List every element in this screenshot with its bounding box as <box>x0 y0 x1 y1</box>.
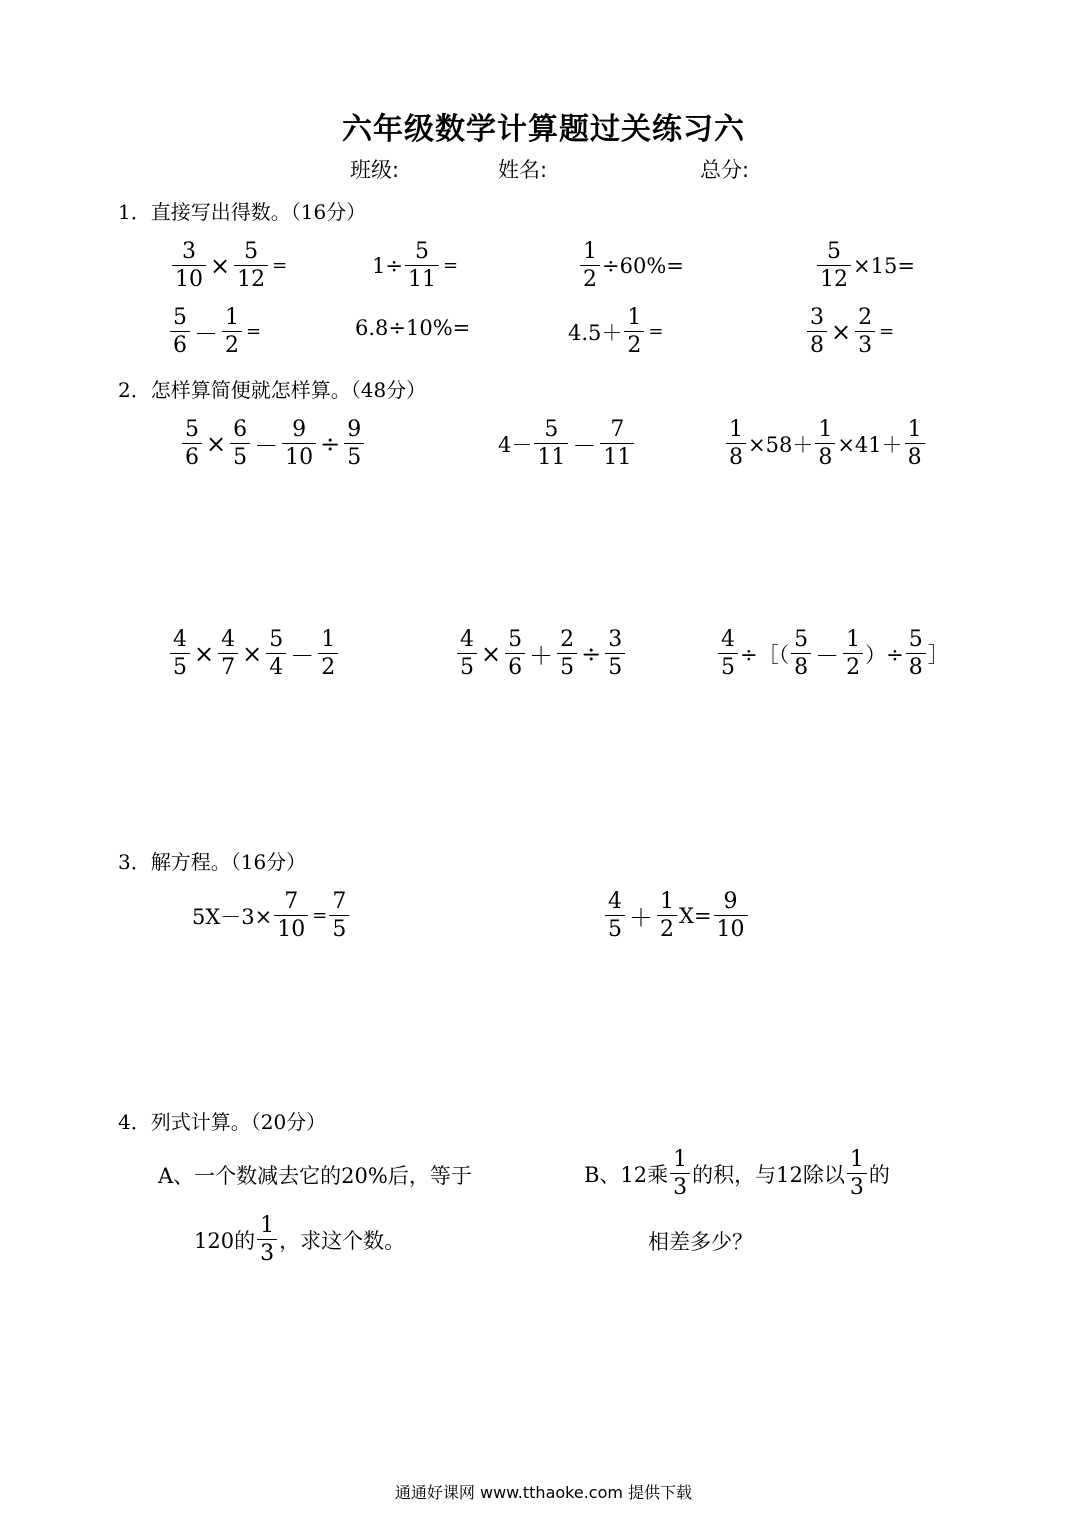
fraction: $\frac{9}{5}$ <box>344 416 364 471</box>
fraction: $\frac{2}{3}$ <box>855 304 875 359</box>
fraction: $\frac{1}{8}$ <box>905 416 925 471</box>
fraction: $\frac{1}{8}$ <box>815 416 835 471</box>
s1-item-5: $\frac{5}{6}$ － $\frac{1}{2}$ = <box>168 304 261 359</box>
fraction: $\frac{6}{5}$ <box>230 416 250 471</box>
fraction: $\frac{1}{2}$ <box>580 238 600 293</box>
fraction: $\frac{9}{10}$ <box>714 888 748 943</box>
fraction: $\frac{5}{12}$ <box>234 238 268 293</box>
footer-source: 通通好课网 www.tthaoke.com 提供下载 <box>394 1483 693 1502</box>
s4-problem-b-line-1: B、12乘 $\frac{1}{3}$ 的积，与12除以 $\frac{1}{3}$ 的 <box>584 1147 890 1200</box>
s2-expr-5: $\frac{4}{5}$ × $\frac{5}{6}$ ＋ $\frac{2}{5}$ ÷ $\frac{3}{5}$ <box>455 626 627 681</box>
fraction: $\frac{5}{12}$ <box>817 238 851 293</box>
fraction: $\frac{1}{2}$ <box>222 304 242 359</box>
fraction: $\frac{5}{11}$ <box>405 238 439 293</box>
name-label: 姓名: <box>498 158 548 182</box>
s3-equation-2: $\frac{4}{5}$ ＋ $\frac{1}{2}$ X= $\frac{9}{10}$ <box>603 888 750 943</box>
s2-expr-3: $\frac{1}{8}$ ×58＋ $\frac{1}{8}$ ×41＋ $\frac{1}{8}$ <box>724 416 927 471</box>
s2-expr-1: $\frac{5}{6}$ × $\frac{6}{5}$ － $\frac{9}{10}$ ÷ $\frac{9}{5}$ <box>180 416 366 471</box>
fraction: $\frac{4}{5}$ <box>605 888 625 943</box>
fraction: $\frac{9}{10}$ <box>282 416 316 471</box>
fraction: $\frac{1}{3}$ <box>257 1212 277 1267</box>
fraction: $\frac{1}{2}$ <box>843 626 863 681</box>
score-label: 总分: <box>700 158 750 182</box>
fraction: $\frac{7}{10}$ <box>274 888 308 943</box>
fraction: $\frac{5}{11}$ <box>534 416 568 471</box>
fraction: $\frac{4}{5}$ <box>457 626 477 681</box>
fraction: $\frac{5}{8}$ <box>791 626 811 681</box>
fraction: $\frac{4}{5}$ <box>718 626 738 681</box>
fraction: $\frac{5}{6}$ <box>182 416 202 471</box>
s4-problem-a-line-2: 120的 $\frac{1}{3}$ ，求这个数。 <box>194 1213 406 1266</box>
fraction: $\frac{5}{6}$ <box>505 626 525 681</box>
fraction: $\frac{1}{2}$ <box>318 626 338 681</box>
s1-item-4: $\frac{5}{12}$ ×15= <box>815 238 915 293</box>
s1-item-6: 6.8÷10%= <box>355 316 471 340</box>
s3-equation-1: 5X－3× $\frac{7}{10}$ = $\frac{7}{5}$ <box>192 888 351 943</box>
s1-item-1: $\frac{3}{10}$ × $\frac{5}{12}$ = <box>170 238 287 293</box>
s1-item-3: $\frac{1}{2}$ ÷60%= <box>578 238 684 293</box>
fraction: $\frac{4}{5}$ <box>170 626 190 681</box>
section-2-heading: 2．怎样算简便就怎样算。（48分） <box>118 378 427 402</box>
fraction: $\frac{1}{3}$ <box>670 1146 690 1201</box>
section-3-heading: 3．解方程。（16分） <box>118 850 307 874</box>
s2-expr-4: $\frac{4}{5}$ × $\frac{4}{7}$ × $\frac{5}{4}$ － $\frac{1}{2}$ <box>168 626 340 681</box>
section-1-heading: 1．直接写出得数。（16分） <box>118 200 367 224</box>
fraction: $\frac{3}{5}$ <box>605 626 625 681</box>
s4-problem-b-line-2: 相差多少？ <box>648 1230 753 1254</box>
fraction: $\frac{5}{6}$ <box>170 304 190 359</box>
fraction: $\frac{1}{3}$ <box>847 1146 867 1201</box>
fraction: $\frac{4}{7}$ <box>218 626 238 681</box>
s2-expr-6: $\frac{4}{5}$ ÷［（ $\frac{5}{8}$ － $\frac{1}{2}$ ）÷ $\frac{5}{8}$ ］ <box>716 626 949 681</box>
fraction: $\frac{3}{8}$ <box>807 304 827 359</box>
s2-expr-2: 4－ $\frac{5}{11}$ － $\frac{7}{11}$ <box>498 416 636 471</box>
class-label: 班级: <box>350 158 400 182</box>
fraction: $\frac{1}{2}$ <box>657 888 677 943</box>
s1-item-2: 1÷ $\frac{5}{11}$ = <box>372 239 459 292</box>
fraction: $\frac{3}{10}$ <box>172 238 206 293</box>
fraction: $\frac{1}{8}$ <box>726 416 746 471</box>
fraction: $\frac{7}{11}$ <box>600 416 634 471</box>
fraction: $\frac{5}{4}$ <box>266 626 286 681</box>
page-title: 六年级数学计算题过关练习六 <box>342 112 745 147</box>
fraction: $\frac{5}{8}$ <box>906 626 926 681</box>
fraction: $\frac{7}{5}$ <box>329 888 349 943</box>
section-4-heading: 4．列式计算。（20分） <box>118 1110 327 1134</box>
fraction: $\frac{2}{5}$ <box>557 626 577 681</box>
s1-item-7: 4.5＋ $\frac{1}{2}$ = <box>568 305 664 358</box>
s1-item-8: $\frac{3}{8}$ × $\frac{2}{3}$ = <box>805 304 894 359</box>
s4-problem-a-line-1: A、一个数减去它的20%后，等于 <box>158 1164 472 1188</box>
fraction: $\frac{1}{2}$ <box>624 304 644 359</box>
